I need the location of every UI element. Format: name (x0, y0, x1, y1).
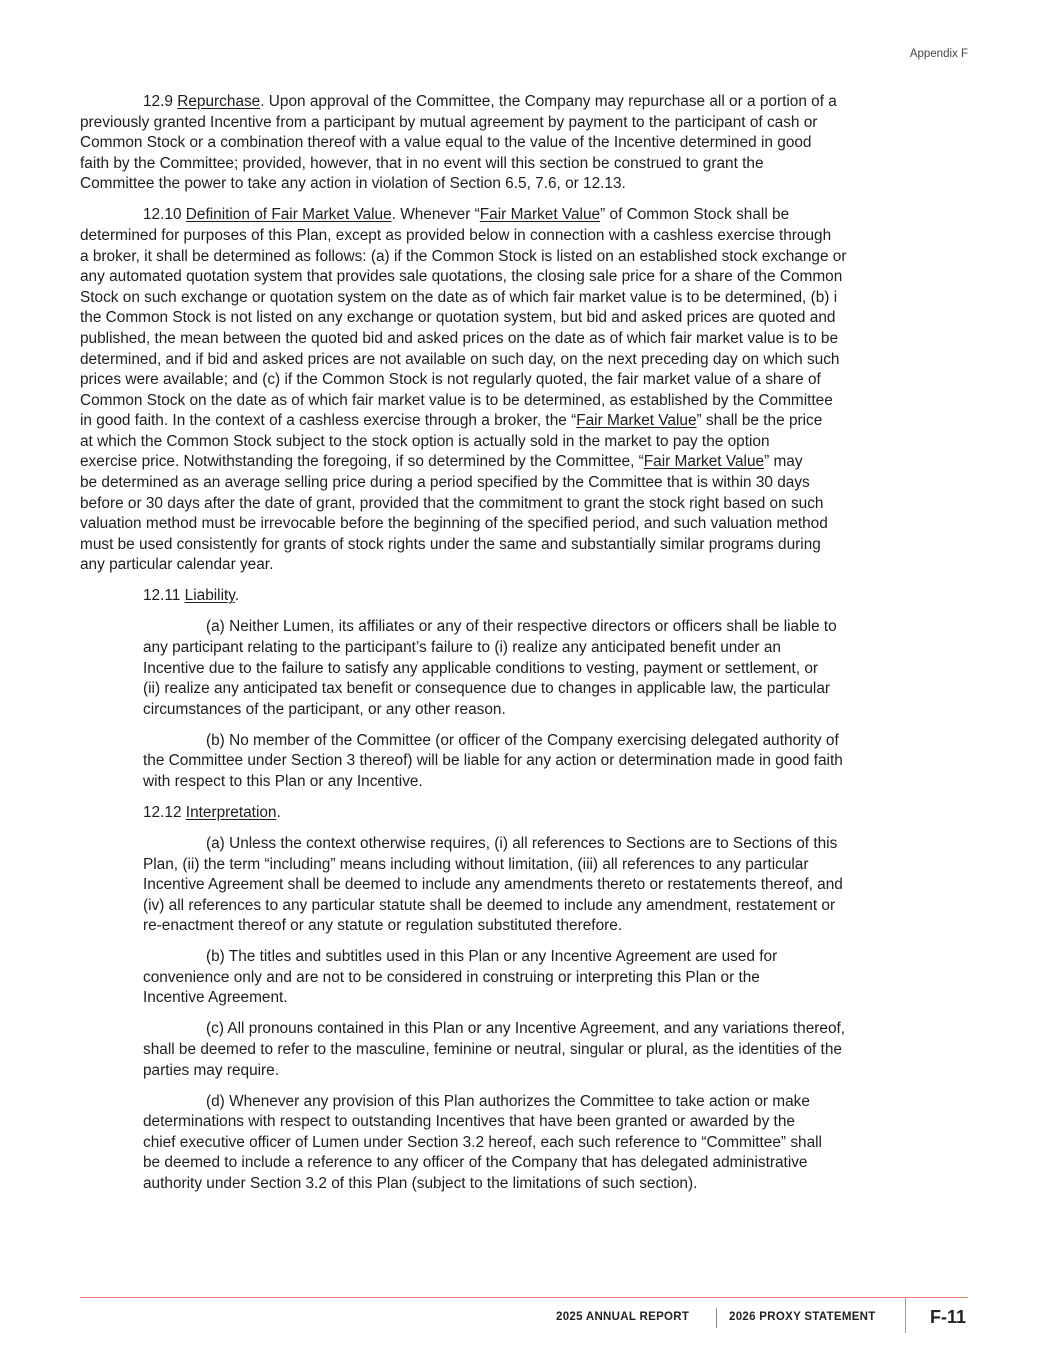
text-segment: (a) Neither Lumen, its affiliates or any of their respective directors or officers shall be liable to (206, 618, 837, 636)
text-line (143, 968, 980, 989)
paragraph (80, 92, 980, 195)
page-number: F-11 (930, 1307, 967, 1327)
paragraph (143, 731, 980, 793)
text-segment: Committee the power to take any action in violation of Section 6.5, 7.6, or 12.13. (80, 175, 626, 193)
text-line (80, 329, 980, 350)
text-segment: in good faith. In the context of a cashless exercise through a broker, the “ (80, 412, 577, 430)
text-segment: Stock on such exchange or quotation system on the date as of which fair market value is to be determined, (b) i (80, 288, 838, 306)
section-heading-term: Fair Market Value (576, 412, 697, 430)
text-line (143, 834, 980, 855)
paragraph (80, 803, 980, 824)
text-line (143, 1061, 980, 1082)
paragraph (80, 586, 980, 607)
text-line (143, 1133, 980, 1154)
document-body (80, 92, 980, 1205)
text-segment: the Committee under Section 3 thereof) will be liable for any action or determination made in good faith (143, 752, 843, 770)
text-segment: published, the mean between the quoted bid and asked prices on the date as of which fair market value is to be (80, 329, 839, 347)
text-segment: . (234, 587, 240, 605)
text-line (80, 391, 980, 412)
text-line (143, 855, 980, 876)
paragraph (143, 1019, 980, 1081)
text-line (80, 803, 980, 824)
text-line (80, 432, 980, 453)
text-segment: parties may require. (143, 1061, 280, 1079)
text-segment: with respect to this Plan or any Incentive. (143, 772, 423, 790)
text-segment: ” of Common Stock shall be (600, 206, 790, 224)
text-segment: Common Stock on the date as of which fair market value is to be determined, as established by the Committee (80, 391, 833, 409)
text-segment: must be used consistently for grants of stock rights under the same and substantially similar programs during (80, 535, 821, 553)
text-line (80, 308, 980, 329)
text-line (143, 772, 980, 793)
text-line (143, 1112, 980, 1133)
text-line (143, 638, 980, 659)
text-segment: chief executive officer of Lumen under Section 3.2 hereof, each such reference to “Committee” shall (143, 1133, 822, 1151)
text-segment: any automated quotation system that provides sale quotations, the closing sale price for a share of the Common (80, 268, 843, 286)
text-segment: exercise price. Notwithstanding the foregoing, if so determined by the Committee, “ (80, 453, 644, 471)
text-segment: valuation method must be irrevocable before the beginning of the specified period, and such valuation method (80, 515, 828, 533)
text-segment: faith by the Committee; provided, however, that in no event will this section be construed to grant the (80, 154, 764, 172)
text-line (80, 288, 980, 309)
text-segment: convenience only and are not to be considered in construing or interpreting this Plan or the (143, 968, 760, 986)
text-line (80, 555, 980, 576)
text-segment: . Upon approval of the Committee, the Company may repurchase all or a portion of a (260, 93, 837, 110)
text-line (143, 731, 980, 752)
text-segment: prices were available; and (c) if the Common Stock is not regularly quoted, the fair market value of a share of (80, 371, 821, 389)
text-line (80, 267, 980, 288)
text-line (143, 916, 980, 937)
text-line (143, 1153, 980, 1174)
text-segment: (c) All pronouns contained in this Plan or any Incentive Agreement, and any variations thereof, (206, 1020, 846, 1038)
section-heading-term: Liability (184, 587, 235, 605)
text-segment: Incentive Agreement. (143, 989, 288, 1007)
text-line (80, 113, 980, 134)
text-line (80, 247, 980, 268)
text-segment: at which the Common Stock subject to the stock option is actually sold in the market to pay the option (80, 432, 770, 450)
footer-proxy-statement: 2026 PROXY STATEMENT (729, 1311, 876, 1323)
text-segment: 12.12 (143, 803, 186, 821)
text-segment: the Common Stock is not listed on any exchange or quotation system, but bid and asked prices are quoted and (80, 309, 836, 327)
text-line (143, 1174, 980, 1195)
text-segment: a broker, it shall be determined as follows: (a) if the Common Stock is listed on an established stock exchange or (80, 247, 847, 265)
text-segment: ” may (764, 453, 803, 471)
section-heading-term: Fair Market Value (479, 206, 601, 224)
section-heading-term: Definition of Fair Market Value (185, 206, 392, 224)
text-line (80, 514, 980, 535)
section-heading-term: Repurchase (177, 93, 261, 110)
text-line (80, 350, 980, 371)
text-segment: (b) No member of the Committee (or officer of the Company exercising delegated authority of (206, 731, 839, 749)
text-line (143, 679, 980, 700)
text-segment: . (276, 803, 281, 821)
text-line (143, 659, 980, 680)
text-segment: any participant relating to the participant’s failure to (i) realize any anticipated benefit under an (143, 639, 781, 657)
text-segment: circumstances of the participant, or any other reason. (143, 700, 506, 718)
text-line (80, 586, 980, 607)
section-heading-term: Interpretation (185, 803, 277, 821)
text-segment: be determined as an average selling price during a period specified by the Committee that is within 30 days (80, 474, 810, 492)
text-segment: ” shall be the price (696, 412, 823, 430)
text-line (80, 370, 980, 391)
paragraph (80, 205, 980, 576)
text-line (143, 1092, 980, 1113)
section-heading-term: Fair Market Value (643, 453, 765, 471)
text-segment: shall be deemed to refer to the masculine, feminine or neutral, singular or plural, as the identities of the (143, 1041, 842, 1059)
text-line (80, 226, 980, 247)
text-line (80, 154, 980, 175)
text-segment: any particular calendar year. (80, 556, 274, 574)
paragraph (143, 1092, 980, 1195)
text-line (143, 700, 980, 721)
text-line (80, 133, 980, 154)
text-segment: re-enactment thereof or any statute or regulation substituted therefore. (143, 917, 623, 935)
footer-annual-report: 2025 ANNUAL REPORT (556, 1311, 690, 1323)
page-header-section: Appendix F (909, 48, 968, 60)
text-segment: Incentive Agreement shall be deemed to include any amendments thereto or restatements thereof, and (143, 876, 843, 894)
text-segment: determinations with respect to outstanding Incentives that have been granted or awarded by the (143, 1113, 795, 1131)
text-segment: (ii) realize any anticipated tax benefit or consequence due to changes in applicable law, the particular (143, 680, 831, 698)
text-segment: 12.9 (143, 93, 178, 110)
text-line (80, 452, 980, 473)
text-line (143, 617, 980, 638)
text-segment: . Whenever “ (391, 206, 480, 224)
text-line (80, 411, 980, 432)
footer-divider (80, 1297, 968, 1298)
text-line (143, 875, 980, 896)
text-line (80, 535, 980, 556)
text-line (143, 988, 980, 1009)
footer-vertical-divider (905, 1297, 906, 1333)
text-segment: (d) Whenever any provision of this Plan authorizes the Committee to take action or make (206, 1092, 810, 1110)
text-segment: Incentive due to the failure to satisfy any applicable conditions to vesting, payment or settlement, or (143, 659, 819, 677)
text-line (80, 205, 980, 226)
text-line (143, 1040, 980, 1061)
text-segment: Plan, (ii) the term “including” means including without limitation, (iii) all references to any particular (143, 855, 809, 873)
paragraph (143, 617, 980, 720)
text-segment: 12.11 (143, 587, 185, 605)
text-segment: determined for purposes of this Plan, except as provided below in connection with a cashless exercise through (80, 226, 832, 244)
paragraph (143, 834, 980, 937)
text-line (80, 494, 980, 515)
text-line (80, 92, 980, 113)
text-segment: (iv) all references to any particular statute shall be deemed to include any amendment, restatement or (143, 896, 836, 914)
text-segment: 12.10 (143, 206, 186, 224)
text-line (143, 1019, 980, 1040)
text-segment: determined, and if bid and asked prices are not available on such day, on the next preceding day on which such (80, 350, 840, 368)
text-line (143, 947, 980, 968)
text-segment: be deemed to include a reference to any officer of the Company that has delegated administrative (143, 1154, 808, 1172)
text-segment: before or 30 days after the date of grant, provided that the commitment to grant the stock right based on such (80, 494, 824, 512)
text-line (80, 174, 980, 195)
text-line (80, 473, 980, 494)
text-line (143, 751, 980, 772)
text-line (143, 896, 980, 917)
footer-separator (716, 1308, 717, 1328)
text-segment: Common Stock or a combination thereof with a value equal to the value of the Incentive determined in good (80, 134, 812, 152)
text-segment: (b) The titles and subtitles used in this Plan or any Incentive Agreement are used for (206, 948, 778, 966)
paragraph (143, 947, 980, 1009)
text-segment: authority under Section 3.2 of this Plan (subject to the limitations of such section). (143, 1175, 698, 1193)
text-segment: previously granted Incentive from a participant by mutual agreement by payment to the participant of cash or (80, 113, 818, 131)
text-segment: (a) Unless the context otherwise requires, (i) all references to Sections are to Sections of this (206, 834, 838, 852)
